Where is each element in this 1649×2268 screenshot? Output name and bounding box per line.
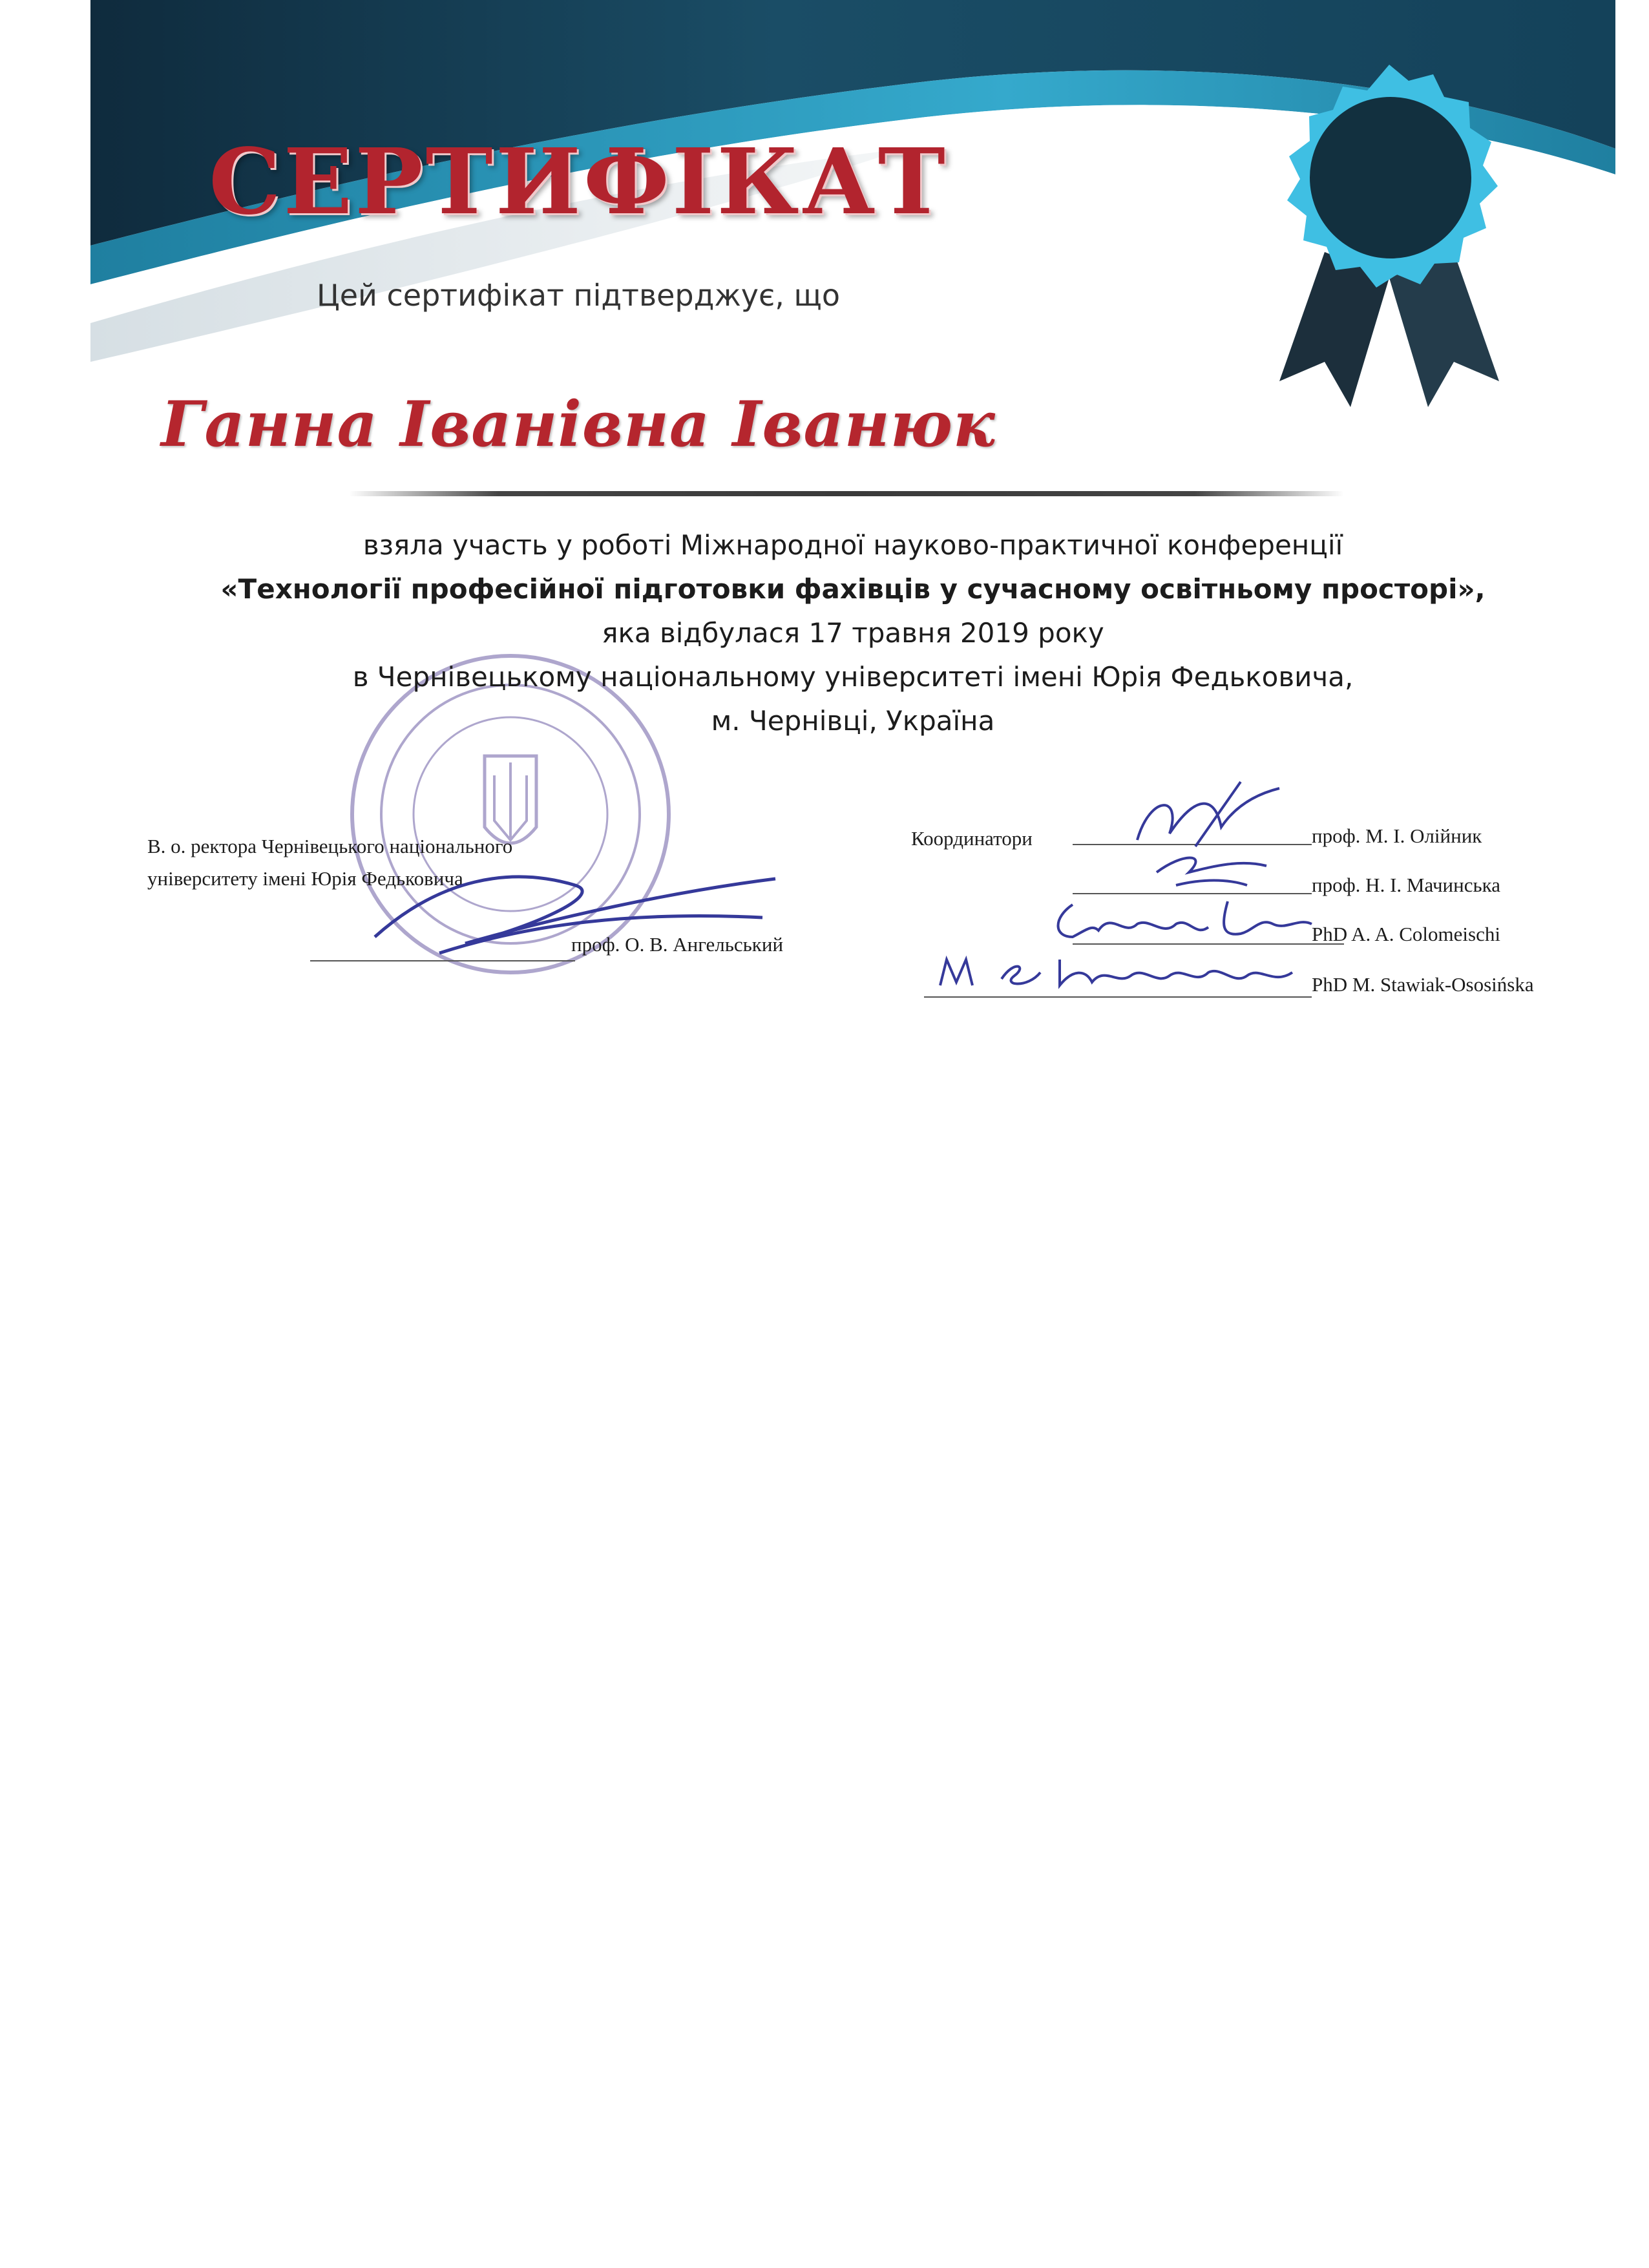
body-line-date: яка відбулася 17 травня 2019 року	[602, 617, 1104, 649]
coordinator-3-name: PhD A. A. Colomeischi	[1312, 923, 1500, 945]
rector-position-line2: університету імені Юрія Федьковича	[147, 867, 463, 890]
rector-signature-icon	[362, 840, 801, 969]
body-line-city: м. Чернівці, Україна	[711, 705, 995, 737]
certificate-body	[129, 523, 1577, 743]
coordinator-1-name: проф. М. І. Олійник	[1312, 824, 1482, 847]
certificate-subtitle: Цей сертифікат підтверджує, що	[316, 278, 840, 313]
recipient-name: Ганна Іванівна Іванюк	[161, 388, 996, 461]
coordinator-4-name: PhD M. Stawiak-Ososińska	[1312, 973, 1534, 996]
certificate	[0, 0, 1649, 1021]
award-seal-icon	[1254, 58, 1525, 407]
coordinator-3-signature-icon	[1047, 892, 1318, 950]
coordinator-2-signature-icon	[1150, 846, 1279, 898]
coordinators-label: Координатори	[911, 827, 1033, 850]
coordinator-2-name: проф. Н. І. Мачинська	[1312, 874, 1500, 896]
body-line-venue: в Чернівецькому національному університеті імені Юрія Федьковича,	[352, 661, 1354, 693]
body-line-1: взяла участь у роботі Міжнародної науково-практичної конференції	[362, 529, 1343, 561]
rector-position-line1: В. о. ректора Чернівецького національного	[147, 835, 513, 857]
coordinator-4-signature-icon	[930, 947, 1312, 998]
coordinator-1-signature-icon	[1124, 769, 1292, 859]
certificate-title: СЕРТИФІКАТ	[209, 129, 948, 235]
conference-title: «Технології професійної підготовки фахівців у сучасному освітньому просторі»,	[220, 573, 1486, 605]
rector-name: проф. О. В. Ангельський	[571, 933, 784, 956]
name-underline	[349, 491, 1344, 496]
